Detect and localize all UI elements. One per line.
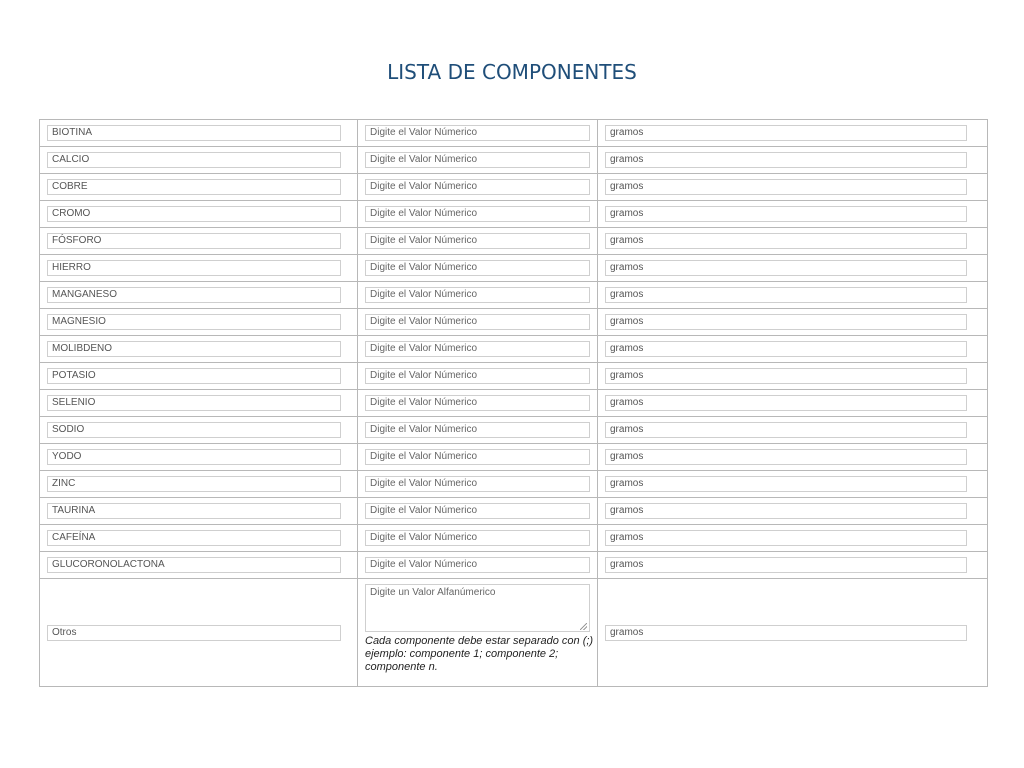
component-name-field[interactable]: MAGNESIO <box>47 314 341 330</box>
component-name-field[interactable]: MANGANESO <box>47 287 341 303</box>
table-row <box>40 471 988 498</box>
table-row <box>40 228 988 255</box>
table-row <box>40 120 988 147</box>
component-name-field[interactable]: GLUCORONOLACTONA <box>47 557 341 573</box>
component-value-input[interactable]: Digite el Valor Númerico <box>365 422 590 438</box>
component-value-input[interactable]: Digite el Valor Númerico <box>365 287 590 303</box>
component-value-input[interactable]: Digite el Valor Númerico <box>365 368 590 384</box>
otros-value-textarea[interactable] <box>365 584 590 632</box>
component-value-input[interactable]: Digite el Valor Númerico <box>365 449 590 465</box>
component-name-field[interactable]: POTASIO <box>47 368 341 384</box>
component-name-field[interactable]: SODIO <box>47 422 341 438</box>
otros-section <box>40 579 988 687</box>
components-table-body <box>40 120 988 579</box>
table-row <box>40 147 988 174</box>
table-row-otros <box>40 579 988 687</box>
otros-name-field[interactable]: Otros <box>47 625 341 641</box>
component-name-field[interactable]: FÓSFORO <box>47 233 341 249</box>
otros-value-placeholder: Digite un Valor Alfanúmerico <box>370 587 496 598</box>
component-unit-field[interactable]: gramos <box>605 341 967 357</box>
component-name-field[interactable]: BIOTINA <box>47 125 341 141</box>
component-value-input[interactable]: Digite el Valor Númerico <box>365 206 590 222</box>
component-unit-field[interactable]: gramos <box>605 314 967 330</box>
table-row <box>40 336 988 363</box>
component-value-input[interactable]: Digite el Valor Númerico <box>365 341 590 357</box>
table-row <box>40 309 988 336</box>
component-name-field[interactable]: CROMO <box>47 206 341 222</box>
component-unit-field[interactable]: gramos <box>605 557 967 573</box>
table-row <box>40 525 988 552</box>
component-name-field[interactable]: TAURINA <box>47 503 341 519</box>
component-unit-field[interactable]: gramos <box>605 422 967 438</box>
table-row <box>40 444 988 471</box>
component-value-input[interactable]: Digite el Valor Númerico <box>365 314 590 330</box>
component-value-input[interactable]: Digite el Valor Númerico <box>365 260 590 276</box>
component-unit-field[interactable]: gramos <box>605 530 967 546</box>
component-unit-field[interactable]: gramos <box>605 395 967 411</box>
component-value-input[interactable]: Digite el Valor Númerico <box>365 557 590 573</box>
table-row <box>40 498 988 525</box>
resize-handle-icon[interactable] <box>580 623 587 630</box>
table-row <box>40 363 988 390</box>
component-name-field[interactable]: MOLIBDENO <box>47 341 341 357</box>
component-name-field[interactable]: SELENIO <box>47 395 341 411</box>
component-unit-field[interactable]: gramos <box>605 503 967 519</box>
table-row <box>40 201 988 228</box>
table-row <box>40 552 988 579</box>
component-name-field[interactable]: COBRE <box>47 179 341 195</box>
otros-unit-field[interactable]: gramos <box>605 625 967 641</box>
component-name-field[interactable]: YODO <box>47 449 341 465</box>
page-title: LISTA DE COMPONENTES <box>387 60 637 84</box>
component-unit-field[interactable]: gramos <box>605 206 967 222</box>
table-row <box>40 255 988 282</box>
components-table <box>39 119 988 687</box>
component-value-input[interactable]: Digite el Valor Númerico <box>365 476 590 492</box>
component-unit-field[interactable]: gramos <box>605 179 967 195</box>
component-value-input[interactable]: Digite el Valor Númerico <box>365 152 590 168</box>
otros-hint-text: Cada componente debe estar separado con (;) ejemplo: componente 1; componente 2; componente n. <box>365 635 594 673</box>
component-value-input[interactable]: Digite el Valor Númerico <box>365 179 590 195</box>
component-unit-field[interactable]: gramos <box>605 476 967 492</box>
component-unit-field[interactable]: gramos <box>605 449 967 465</box>
component-unit-field[interactable]: gramos <box>605 368 967 384</box>
component-name-field[interactable]: CALCIO <box>47 152 341 168</box>
component-name-field[interactable]: HIERRO <box>47 260 341 276</box>
component-unit-field[interactable]: gramos <box>605 152 967 168</box>
component-value-input[interactable]: Digite el Valor Númerico <box>365 395 590 411</box>
table-row <box>40 417 988 444</box>
component-unit-field[interactable]: gramos <box>605 233 967 249</box>
component-unit-field[interactable]: gramos <box>605 287 967 303</box>
component-value-input[interactable]: Digite el Valor Númerico <box>365 503 590 519</box>
component-unit-field[interactable]: gramos <box>605 125 967 141</box>
table-row <box>40 390 988 417</box>
component-name-field[interactable]: ZINC <box>47 476 341 492</box>
table-row <box>40 174 988 201</box>
table-row <box>40 282 988 309</box>
component-name-field[interactable]: CAFEÍNA <box>47 530 341 546</box>
component-unit-field[interactable]: gramos <box>605 260 967 276</box>
component-value-input[interactable]: Digite el Valor Númerico <box>365 530 590 546</box>
component-value-input[interactable]: Digite el Valor Númerico <box>365 233 590 249</box>
component-value-input[interactable]: Digite el Valor Númerico <box>365 125 590 141</box>
